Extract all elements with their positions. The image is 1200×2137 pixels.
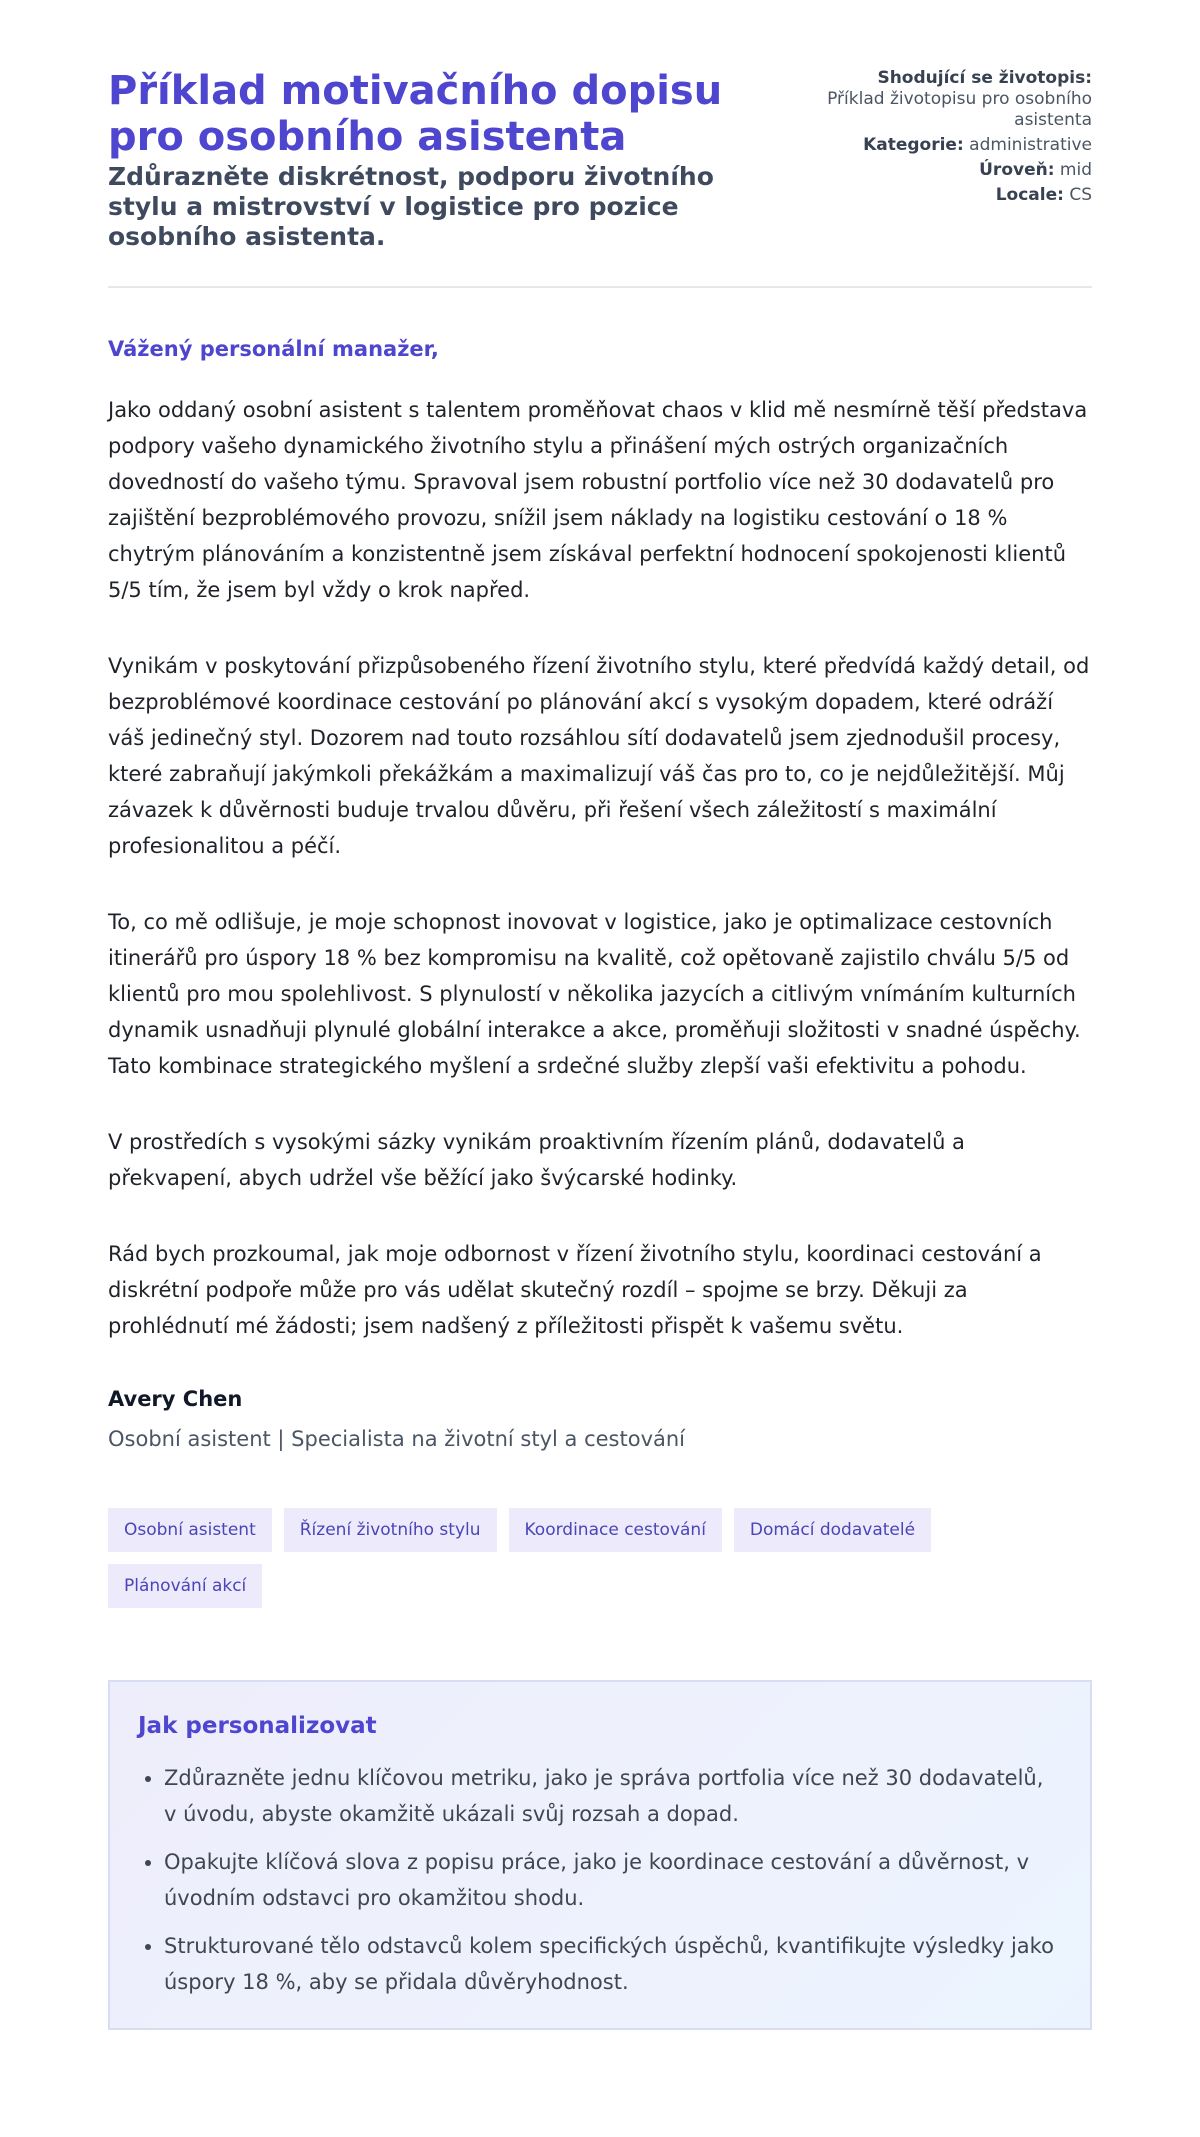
meta-resume-label: Shodující se životopis:	[877, 68, 1092, 88]
meta-category	[812, 135, 1092, 156]
meta-locale-value: CS	[1069, 185, 1092, 205]
letter-paragraph-2: Vynikám v poskytování přizpůsobeného řízení životního stylu, které předvídá každý detail, od bezproblémové koordinace cestování po plánování akcí s vysokým dopadem, které odráží váš jedinečný styl. Dozorem nad touto rozsáhlou sítí dodavatelů jsem zjednodušil procesy, které zabraňují jakýmkoli překážkám a maximalizují váš čas pro to, co je nejdůležitější. Můj závazek k důvěrnosti buduje trvalou důvěru, při řešení všech záležitostí s maximální profesionalitou a péčí.	[108, 654, 1090, 858]
letter-paragraph-5: Rád bych prozkoumal, jak moje odbornost v řízení životního stylu, koordinaci cestování a diskrétní podpoře může pro vás udělat skutečný rozdíl – spojme se brzy. Děkuji za prohlédnutí mé žádosti; jsem nadšený z příležitosti přispět k vašemu světu.	[108, 1242, 1042, 1338]
tag-rizeni-zivotniho-stylu[interactable]: Řízení životního stylu	[284, 1508, 497, 1552]
page-title: Příklad motivačního dopisu pro osobního asistenta	[108, 68, 723, 160]
document-meta	[812, 68, 1092, 210]
letter-paragraph-3: To, co mě odlišuje, je moje schopnost inovovat v logistice, jako je optimalizace cestovních itinerářů pro úspory 18 % bez kompromisu na kvalitě, což opětovaně zajistilo chválu 5/5 od klientů pro mou spolehlivost. S plynulostí v několika jazycích a citlivým vnímáním kulturních dynamik usnadňuji plynulé globální interakce a akce, proměňuji složitosti v snadné úspěchy. Tato kombinace strategického myšlení a srdečné služby zlepší vaši efektivitu a pohodu.	[108, 910, 1081, 1078]
meta-category-label: Kategorie:	[863, 135, 964, 155]
skill-tags	[108, 1508, 1008, 1608]
signature-name: Avery Chen	[108, 1387, 243, 1411]
meta-level	[812, 160, 1092, 181]
tip-item-1: • Zdůrazněte jednu klíčovou metriku, jako je správa portfolia více než 30 dodavatelů, v úvodu, abyste okamžitě ukázali svůj rozsah a dopad.	[164, 1760, 1062, 1832]
tips-list	[138, 1760, 1062, 2000]
meta-level-label: Úroveň:	[979, 160, 1055, 180]
tip-item-2: • Opakujte klíčová slova z popisu práce, jako je koordinace cestování a důvěrnost, v úvodním odstavci pro okamžitou shodu.	[164, 1844, 1062, 1916]
meta-category-value: administrative	[969, 135, 1092, 155]
meta-level-value: mid	[1059, 160, 1092, 180]
meta-locale-label: Locale:	[995, 185, 1064, 205]
tag-planovani-akci[interactable]: Plánování akcí	[108, 1564, 262, 1608]
letter-paragraph-4: V prostředích s vysokými sázky vynikám proaktivním řízením plánů, dodavatelů a překvapení, abych udržel vše běžící jako švýcarské hodinky.	[108, 1130, 965, 1190]
signature-block	[108, 1386, 1092, 1452]
tag-osobni-asistent[interactable]: Osobní asistent	[108, 1508, 272, 1552]
letter-body	[108, 336, 1092, 1344]
tip-item-3: • Strukturované tělo odstavců kolem specifických úspěchů, kvantifikujte výsledky jako úspory 18 %, aby se přidala důvěryhodnost.	[164, 1928, 1062, 2000]
personalization-tips	[108, 1680, 1092, 2030]
header-titles	[108, 68, 748, 252]
meta-resume	[812, 68, 1092, 131]
tips-title: Jak personalizovat	[138, 1713, 377, 1739]
page-subtitle: Zdůrazněte diskrétnost, podporu životního stylu a mistrovství v logistice pro pozice osobního asistenta.	[108, 162, 714, 251]
tag-domaci-dodavatele[interactable]: Domácí dodavatelé	[734, 1508, 931, 1552]
letter-greeting: Vážený personální manažer,	[108, 337, 439, 361]
meta-locale	[812, 185, 1092, 206]
letter-paragraph-1: Jako oddaný osobní asistent s talentem proměňovat chaos v klid mě nesmírně těší představa podpory vašeho dynamického životního stylu a přinášení mých ostrých organizačních dovedností do vašeho týmu. Spravoval jsem robustní portfolio více než 30 dodavatelů pro zajištění bezproblémového provozu, snížil jsem náklady na logistiku cestování o 18 % chytrým plánováním a konzistentně jsem získával perfektní hodnocení spokojenosti klientů 5/5 tím, že jsem byl vždy o krok napřed.	[108, 398, 1088, 602]
tag-koordinace-cestovani[interactable]: Koordinace cestování	[509, 1508, 722, 1552]
meta-resume-value[interactable]: Příklad životopisu pro osobního asistenta	[827, 89, 1092, 130]
page-header	[108, 68, 1092, 288]
signature-role: Osobní asistent | Specialista na životní styl a cestování	[108, 1427, 686, 1451]
